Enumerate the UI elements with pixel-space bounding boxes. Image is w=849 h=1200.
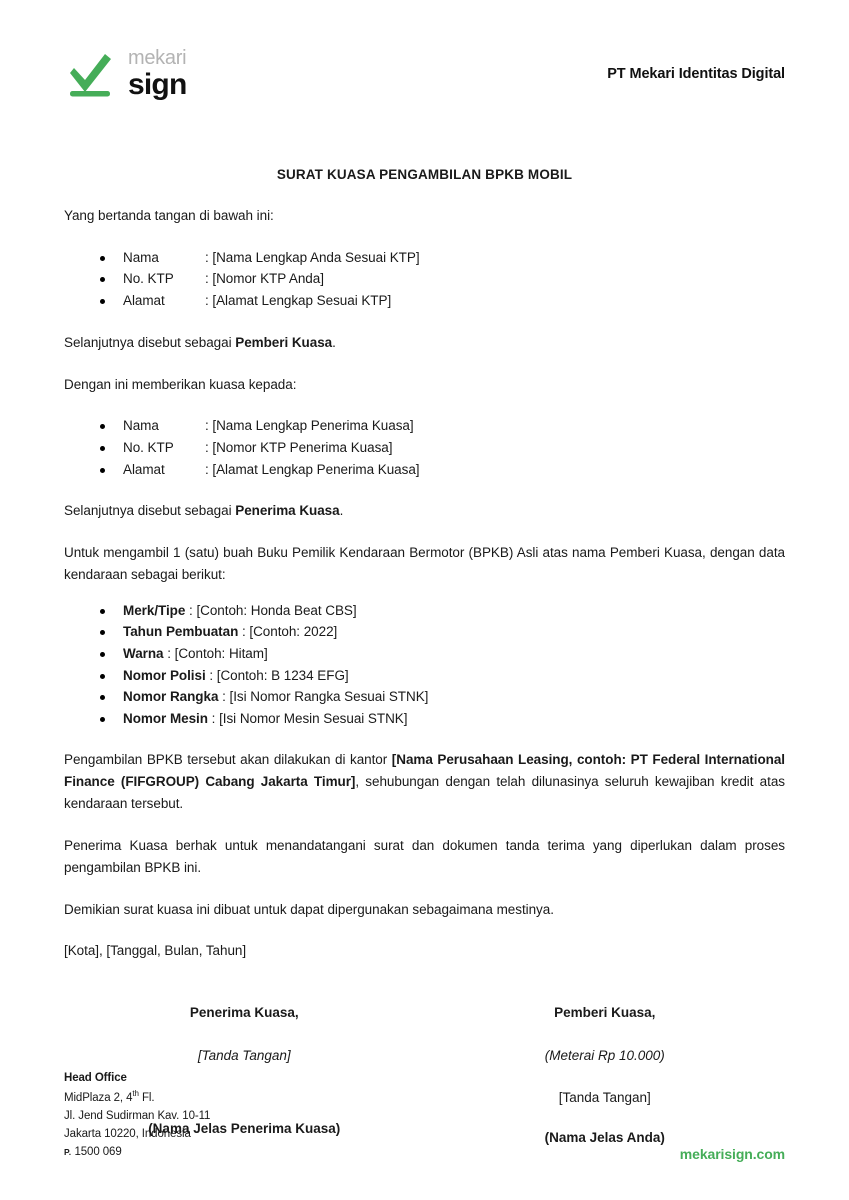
field-value: [Isi Nomor Rangka Sesuai STNK] — [229, 689, 429, 705]
field-separator: : — [185, 602, 197, 618]
document-content — [64, 0, 785, 1149]
field-value: [Alamat Lengkap Penerima Kuasa] — [212, 461, 420, 477]
field-value: [Nomor KTP Anda] — [212, 271, 324, 287]
field-label: Nomor Polisi — [123, 667, 206, 683]
list-item — [64, 665, 785, 687]
field-separator: : — [207, 710, 220, 726]
field-value: [Nomor KTP Penerima Kuasa] — [212, 439, 393, 455]
signature-placeholder[interactable]: [Tanda Tangan] — [197, 1047, 291, 1063]
field-separator: : — [163, 645, 175, 661]
list-item — [64, 708, 785, 730]
document-footer — [64, 1070, 785, 1162]
designation-suffix: . — [332, 334, 336, 350]
field-value: [Contoh: Honda Beat CBS] — [196, 602, 357, 618]
signature-name-label: (Nama Jelas Anda) — [544, 1130, 665, 1146]
address-line-1-text: MidPlaza 2, 4 — [64, 1092, 133, 1105]
designation-prefix: Selanjutnya disebut sebagai — [64, 503, 236, 519]
designation-suffix: . — [339, 503, 344, 519]
purpose-paragraph: Untuk mengambil 1 (satu) buah Buku Pemilik Kendaraan Bermotor (BPKB) Asli atas nama Pemberi Kuasa, dengan data kendaraan sebagai berikut: — [64, 545, 785, 582]
designation-prefix: Selanjutnya disebut sebagai — [64, 334, 236, 350]
field-label: No. KTP — [123, 439, 174, 455]
location-paragraph — [64, 749, 785, 815]
grantee-field-list — [64, 415, 785, 480]
intro-paragraph: Yang bertanda tangan di bawah ini: — [64, 208, 274, 223]
list-item — [64, 268, 785, 290]
document-header — [64, 0, 785, 110]
list-item — [64, 686, 785, 708]
address-line-2: Jl. Jend Sudirman Kav. 10-11 — [64, 1110, 211, 1123]
field-value: [Nama Lengkap Penerima Kuasa] — [212, 418, 414, 434]
list-item — [64, 459, 785, 481]
address-line-1-post: Fl. — [138, 1092, 155, 1105]
phone-prefix: P. — [64, 1147, 72, 1158]
logo-word-sign: sign — [128, 68, 187, 101]
field-value: [Contoh: Hitam] — [174, 645, 268, 661]
stamp-placeholder[interactable]: (Meterai Rp 10.000) — [544, 1047, 665, 1063]
place-date-line: [Kota], [Tanggal, Bulan, Tahun] — [64, 943, 247, 959]
closing-paragraph: Demikian surat kuasa ini dibuat untuk dapat dipergunakan sebagaimana mestinya. — [64, 901, 554, 917]
location-suffix: , sehubungan dengan telah dilunasinya seluruh kewajiban kredit atas kendaraan tersebut. — [64, 774, 785, 811]
field-separator: : — [238, 624, 250, 640]
office-title: Head Office — [64, 1072, 127, 1085]
grantor-designation-paragraph — [64, 332, 785, 354]
grantee-designation-paragraph — [64, 500, 785, 522]
ordinal-suffix: th — [132, 1089, 139, 1099]
address-line-3: Jakarta 10220, Indonesia — [64, 1128, 191, 1141]
list-item — [64, 600, 785, 622]
field-separator: : — [205, 271, 209, 287]
field-separator: : — [205, 439, 209, 455]
designation-term: Penerima Kuasa — [235, 503, 340, 519]
signature-name-label: (Nama Jelas Penerima Kuasa) — [148, 1121, 341, 1137]
signature-role-label: Penerima Kuasa, — [189, 1005, 299, 1021]
field-separator: : — [205, 667, 217, 683]
list-item — [64, 621, 785, 643]
field-label: Warna — [123, 645, 164, 661]
field-label: No. KTP — [123, 271, 174, 287]
field-value: [Isi Nomor Mesin Sesuai STNK] — [219, 710, 408, 726]
list-item — [64, 643, 785, 665]
field-separator: : — [205, 461, 209, 477]
company-name: PT Mekari Identitas Digital — [607, 66, 785, 82]
field-value: [Contoh: B 1234 EFG] — [216, 667, 349, 683]
field-value: [Nama Lengkap Anda Sesuai KTP] — [212, 249, 420, 265]
logo-word-mekari: mekari — [128, 47, 187, 69]
list-item — [64, 415, 785, 437]
location-company: [Nama Perusahaan Leasing, contoh: PT Federal International Finance (FIFGROUP) Cabang Jakarta Timur] — [64, 752, 785, 790]
vehicle-data-list — [64, 600, 785, 730]
designation-term: Pemberi Kuasa — [235, 334, 333, 350]
field-label: Alamat — [123, 293, 165, 309]
logo-wordmark — [128, 48, 186, 100]
field-label: Nomor Mesin — [123, 710, 208, 726]
field-value: [Contoh: 2022] — [249, 624, 338, 640]
mekari-sign-logo — [64, 48, 186, 100]
website-link[interactable]: mekarisign.com — [679, 1146, 785, 1162]
field-label: Merk/Tipe — [123, 602, 186, 618]
field-separator: : — [218, 689, 230, 705]
office-address — [64, 1070, 210, 1162]
field-label: Alamat — [123, 461, 165, 477]
field-separator: : — [205, 249, 209, 265]
field-label: Nomor Rangka — [123, 689, 219, 705]
field-label: Tahun Pembuatan — [123, 624, 239, 640]
signature-placeholder[interactable]: [Tanda Tangan] — [558, 1090, 651, 1106]
rights-paragraph: Penerima Kuasa berhak untuk menandatangani surat dan dokumen tanda terima yang diperlukan dalam proses pengambilan BPKB ini. — [64, 837, 785, 875]
phone-line — [64, 1144, 210, 1162]
phone-number: 1500 069 — [74, 1146, 122, 1159]
address-line-1 — [64, 1088, 210, 1108]
field-label: Nama — [123, 418, 159, 434]
list-item — [64, 247, 785, 269]
field-value: [Alamat Lengkap Sesuai KTP] — [212, 293, 392, 309]
field-label: Nama — [123, 249, 159, 265]
field-separator: : — [205, 418, 209, 434]
field-separator: : — [205, 293, 209, 309]
green-check-icon — [64, 49, 118, 99]
list-item — [64, 290, 785, 312]
list-item — [64, 437, 785, 459]
signature-role-label: Pemberi Kuasa, — [554, 1005, 656, 1021]
grantor-field-list — [64, 247, 785, 312]
grant-intro-paragraph: Dengan ini memberikan kuasa kepada: — [64, 376, 297, 392]
document-title: SURAT KUASA PENGAMBILAN BPKB MOBIL — [276, 167, 573, 182]
location-prefix: Pengambilan BPKB tersebut akan dilakukan di kantor — [64, 752, 392, 768]
